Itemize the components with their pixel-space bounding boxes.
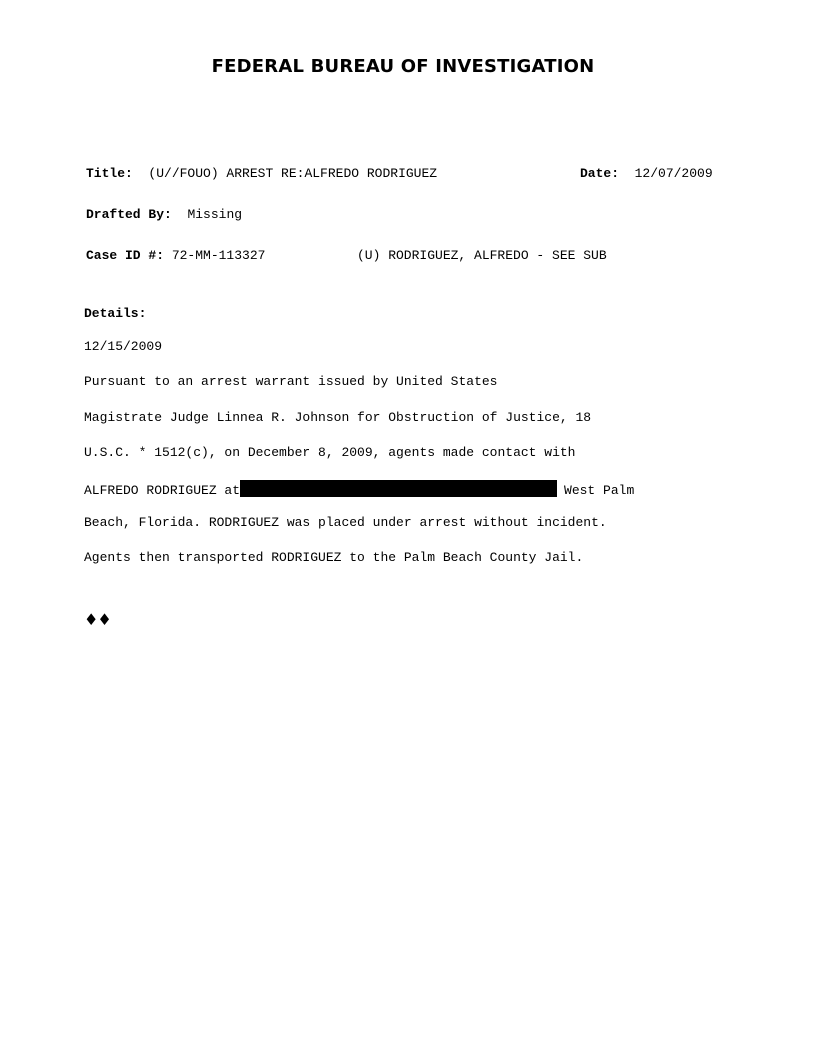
details-line-2: Magistrate Judge Linnea R. Johnson for Obstruction of Justice, 18 xyxy=(84,410,592,425)
details-line-5: Beach, Florida. RODRIGUEZ was placed under arrest without incident. xyxy=(84,515,607,530)
date-row xyxy=(580,166,713,182)
details-line-4-start: ALFREDO RODRIGUEZ at xyxy=(84,483,241,498)
date-label: Date: xyxy=(580,166,620,181)
case-id-row xyxy=(86,248,265,264)
details-line-1: Pursuant to an arrest warrant issued by United States xyxy=(84,374,498,389)
title-value: (U//FOUO) ARREST RE:ALFREDO RODRIGUEZ xyxy=(148,166,438,181)
drafted-by-row xyxy=(86,207,242,223)
details-line-6: Agents then transported RODRIGUEZ to the Palm Beach County Jail. xyxy=(84,550,584,565)
redaction-block xyxy=(240,480,557,497)
drafted-by-label: Drafted By: xyxy=(86,207,172,222)
drafted-by-value: Missing xyxy=(187,207,243,222)
date-value: 12/07/2009 xyxy=(634,166,713,181)
details-line-4-end: West Palm xyxy=(564,483,635,498)
details-line-3: U.S.C. * 1512(c), on December 8, 2009, agents made contact with xyxy=(84,445,576,460)
title-row xyxy=(86,166,437,182)
agency-header: FEDERAL BUREAU OF INVESTIGATION xyxy=(211,56,595,77)
details-label: Details: xyxy=(84,306,147,321)
end-of-document-mark: ♦♦ xyxy=(84,610,111,629)
case-id-label: Case ID #: xyxy=(86,248,165,263)
details-date: 12/15/2009 xyxy=(84,339,163,354)
details-line-4 xyxy=(84,480,634,499)
title-label: Title: xyxy=(86,166,133,181)
case-id-value: 72-MM-113327 xyxy=(171,248,266,263)
case-subject: (U) RODRIGUEZ, ALFREDO - SEE SUB xyxy=(357,248,607,263)
